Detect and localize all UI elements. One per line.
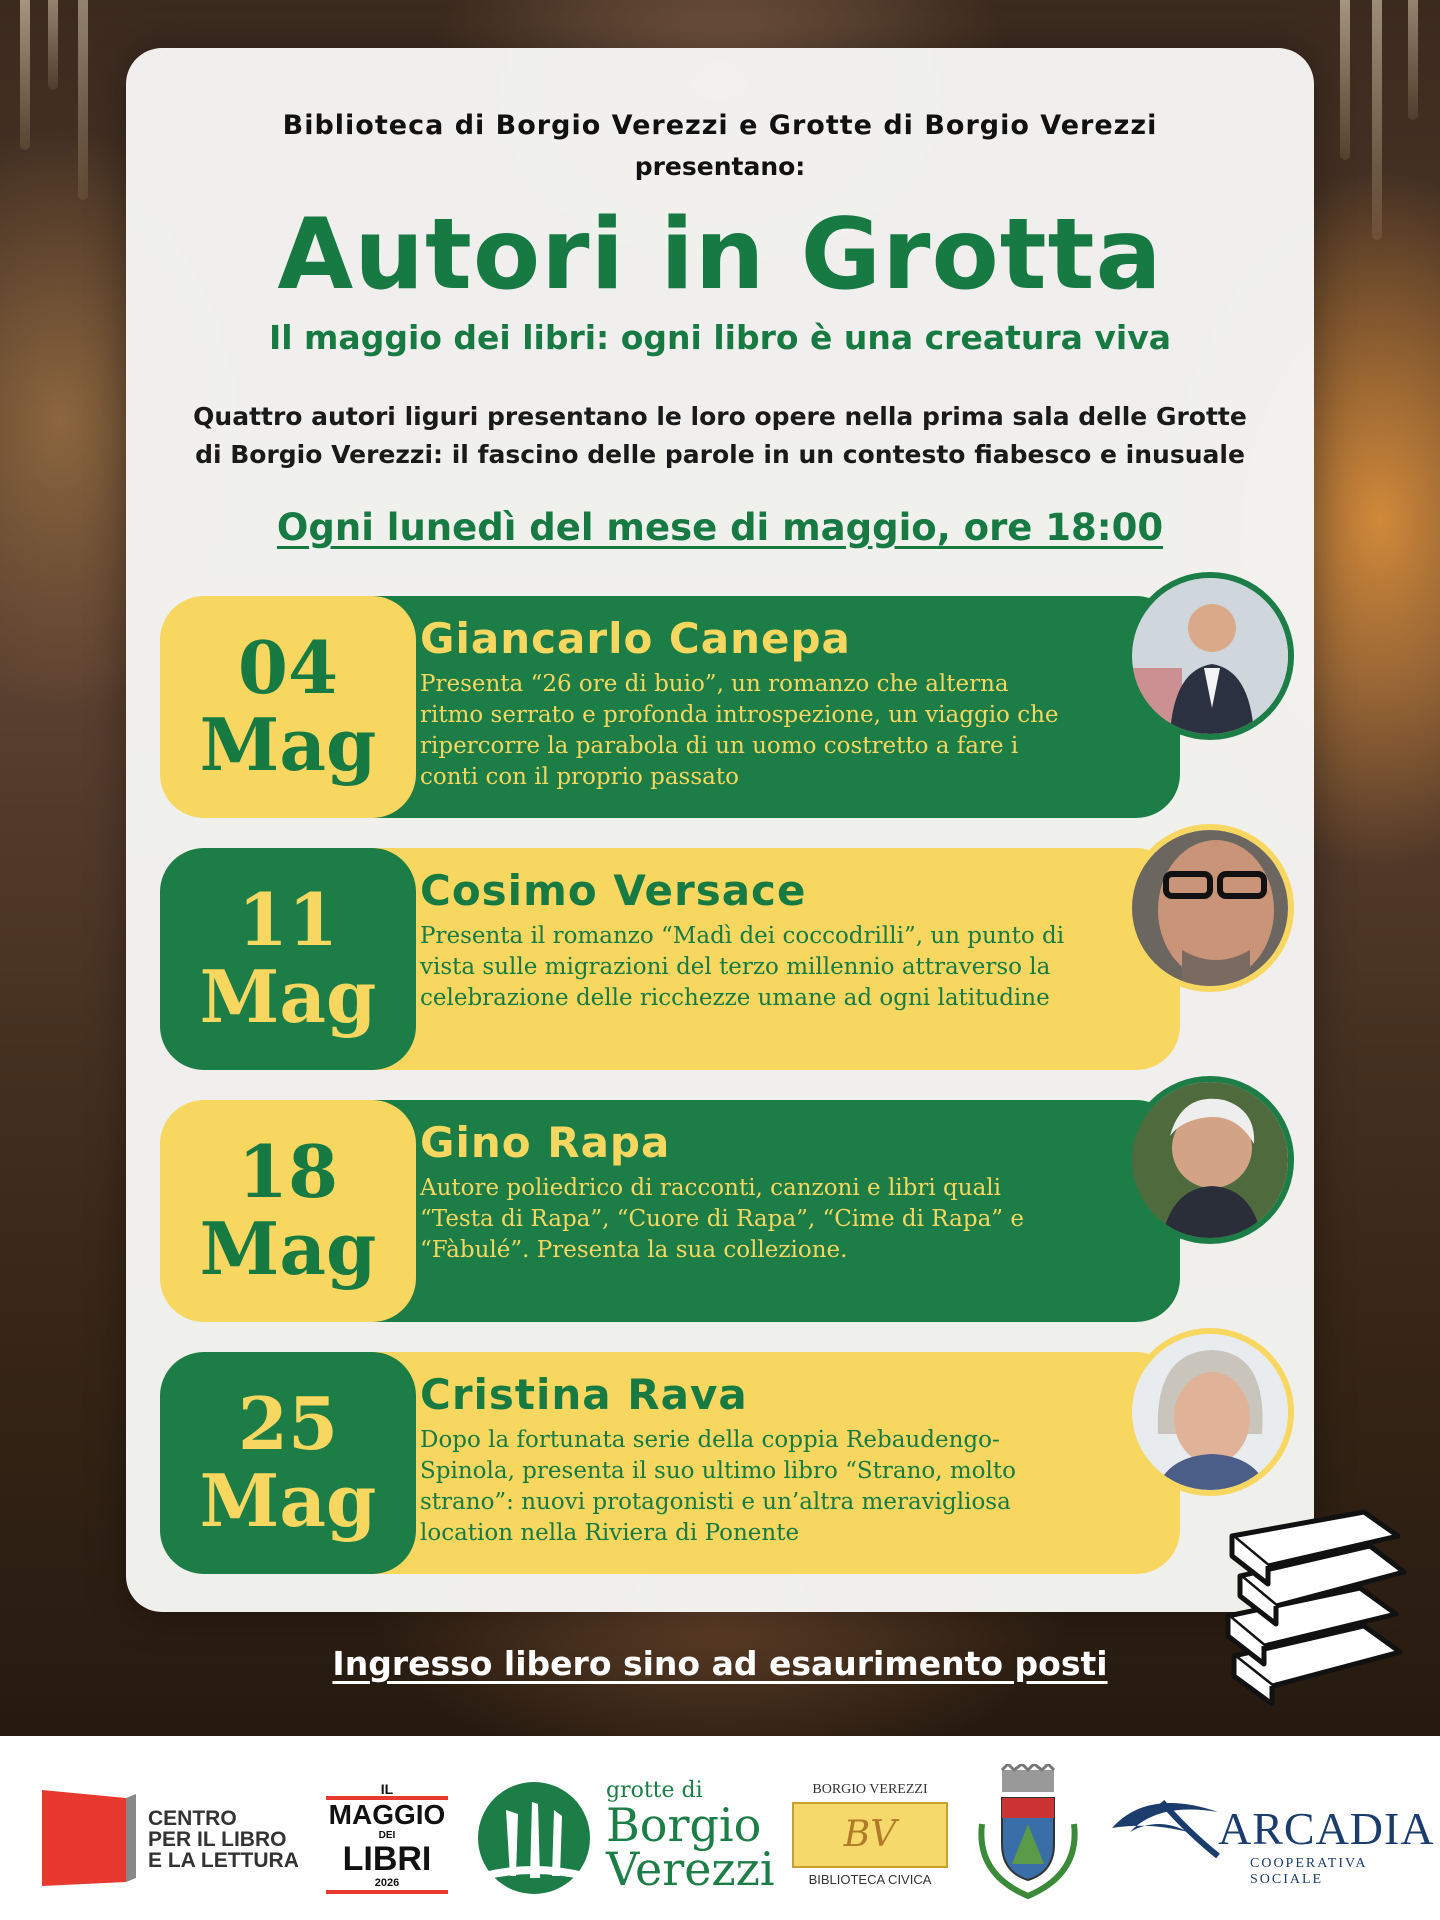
person-icon xyxy=(1132,830,1288,986)
author-photo-rava xyxy=(1126,1328,1294,1496)
event-text: Presenta il romanzo “Madì dei coccodrilli”, un punto di vista sulle migrazioni del terzo millennio attraverso la celebrazione delle ricchezze umane ad ogni latitudine xyxy=(420,923,1065,1011)
event-day: 25 xyxy=(237,1381,339,1466)
book-red-icon xyxy=(36,1782,140,1888)
mdl-text: IL xyxy=(380,1781,394,1797)
arcadia-swoosh-icon xyxy=(1108,1792,1224,1862)
mdl-text: LIBRI xyxy=(342,1840,432,1878)
event-row-versace xyxy=(160,848,1180,1070)
event-details xyxy=(370,848,1180,1070)
event-date xyxy=(160,1352,416,1574)
sponsors-footer xyxy=(0,1736,1440,1920)
arcadia-text: COOPERATIVA SOCIALE xyxy=(1250,1856,1367,1887)
logo-biblioteca-civica xyxy=(786,1782,954,1892)
stalactite xyxy=(48,0,58,90)
author-photo-rapa xyxy=(1126,1076,1294,1244)
free-entry-note: Ingresso libero sino ad esaurimento posti xyxy=(332,1644,1108,1683)
event-month: Mag xyxy=(199,702,377,787)
event-month: Mag xyxy=(199,1458,377,1543)
author-name: Cosimo Versace xyxy=(420,866,807,915)
event-day: 04 xyxy=(237,625,339,710)
event-description: Quattro autori liguri presentano le loro opere nella prima sala delle Grotte di Borgio Verezzi: il fascino delle parole in un contesto fiabesco e inusuale xyxy=(193,402,1247,469)
stalactite xyxy=(78,0,88,200)
stalactite xyxy=(1372,0,1382,240)
event-details xyxy=(370,596,1180,818)
event-date xyxy=(160,1100,416,1322)
author-photo-canepa xyxy=(1126,572,1294,740)
person-icon xyxy=(1132,1334,1288,1490)
books-stack-icon xyxy=(1214,1506,1410,1706)
bv-text: BV xyxy=(792,1802,948,1868)
event-month: Mag xyxy=(199,1206,377,1291)
event-text: Dopo la fortunata serie della coppia Rebaudengo-Spinola, presenta il suo ultimo libro “Strano, molto strano”: nuovi protagonisti e un’altra meravigliosa location nella Riviera di Ponente xyxy=(420,1427,1016,1546)
author-photo-versace xyxy=(1126,824,1294,992)
event-date xyxy=(160,848,416,1070)
cll-line: PER IL LIBRO xyxy=(148,1828,287,1851)
author-name: Gino Rapa xyxy=(420,1118,671,1167)
cave-logo-icon xyxy=(476,1780,592,1896)
event-card xyxy=(126,48,1314,1612)
coat-of-arms-icon xyxy=(972,1764,1084,1904)
event-date xyxy=(160,596,416,818)
cll-line: CENTRO xyxy=(148,1807,237,1830)
stalactite xyxy=(1340,0,1350,160)
event-text: Autore poliedrico di racconti, canzoni e libri quali “Testa di Rapa”, “Cuore di Rapa”, “Cime di Rapa” e “Fàbulé”. Presenta la sua collezione. xyxy=(420,1175,1024,1263)
event-month: Mag xyxy=(199,954,377,1039)
logo-centro-libro xyxy=(36,1782,316,1892)
mdl-text: 2026 xyxy=(326,1876,448,1894)
logo-maggio-dei-libri xyxy=(326,1782,448,1892)
presents-label: presentano: xyxy=(634,152,806,181)
logo-grotte xyxy=(476,1774,776,1900)
bv-text: BORGIO VEREZZI xyxy=(812,1782,928,1797)
event-day: 18 xyxy=(237,1129,339,1214)
grotte-text: Borgio xyxy=(606,1798,762,1852)
event-day: 11 xyxy=(237,877,339,962)
arcadia-text: ARCADIA xyxy=(1218,1803,1435,1854)
person-icon xyxy=(1132,1082,1288,1238)
event-text: Presenta “26 ore di buio”, un romanzo che alterna ritmo serrato e profonda introspezione, un viaggio che ripercorre la parabola di un uomo costretto a fare i conti con il proprio passato xyxy=(420,671,1059,790)
cll-text xyxy=(148,1808,299,1871)
event-title: Autori in Grotta xyxy=(277,198,1163,312)
stalactite xyxy=(20,0,30,150)
event-subtitle: Il maggio dei libri: ogni libro è una creatura viva xyxy=(268,318,1172,357)
organizers-line: Biblioteca di Borgio Verezzi e Grotte di Borgio Verezzi xyxy=(282,110,1158,141)
event-details xyxy=(370,1100,1180,1322)
event-details xyxy=(370,1352,1180,1574)
author-name: Cristina Rava xyxy=(420,1370,748,1419)
event-row-rava xyxy=(160,1352,1180,1574)
stalactite xyxy=(1408,0,1418,120)
author-name: Giancarlo Canepa xyxy=(420,614,851,663)
person-icon xyxy=(1132,578,1288,734)
grotte-text: Verezzi xyxy=(606,1842,775,1896)
bv-text: BIBLIOTECA CIVICA xyxy=(808,1872,932,1887)
mdl-text: DEI xyxy=(378,1830,396,1841)
event-row-rapa xyxy=(160,1100,1180,1322)
event-row-canepa xyxy=(160,596,1180,818)
logo-arcadia xyxy=(1108,1792,1435,1892)
mdl-text: MAGGIO xyxy=(326,1796,448,1830)
schedule-line: Ogni lunedì del mese di maggio, ore 18:00 xyxy=(276,506,1164,549)
cll-line: E LA LETTURA xyxy=(148,1849,299,1872)
grotte-text: grotte di xyxy=(606,1778,703,1803)
